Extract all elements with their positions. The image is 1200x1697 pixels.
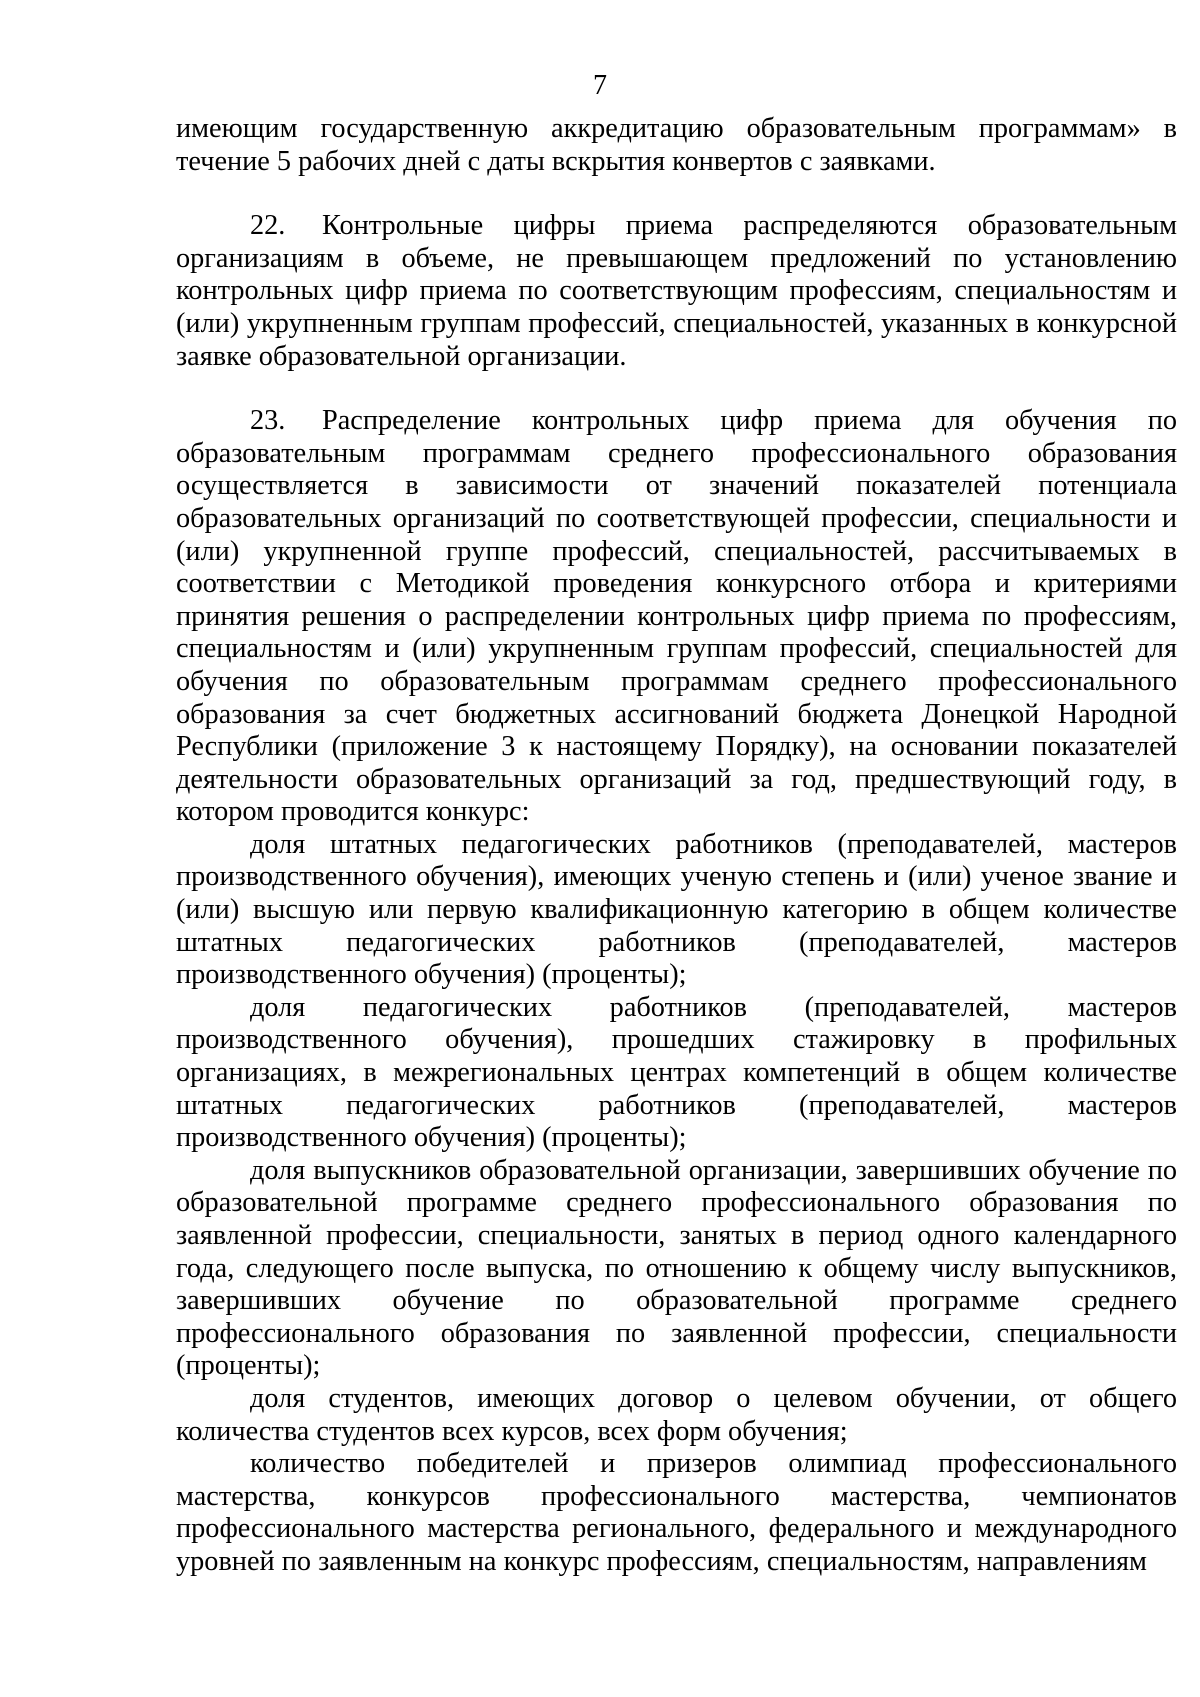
paragraph-23	[176, 405, 1177, 829]
list-item-staff-share: доля штатных педагогических работников (преподавателей, мастеров производственного обучения), имеющих ученую степень и (или) ученое звание и (или) высшую или первую квалификационную категорию в общем количестве штатных педагогических работников (преподавателей, мастеров производственного обучения) (проценты);	[176, 828, 1177, 991]
paragraph-continuation: имеющим государственную аккредитацию образовательным программам» в течение 5 рабочих дней с даты вскрытия конвертов с заявками.	[176, 113, 1177, 177]
list-item-internship-share: доля педагогических работников (преподавателей, мастеров производственного обучения), прошедших стажировку в профильных организациях, в межрегиональных центрах компетенций в общем количестве штатных педагогических работников (преподавателей, мастеров производственного обучения) (проценты);	[176, 991, 1177, 1154]
list-item-graduates-share: доля выпускников образовательной организации, завершивших обучение по образовательной программе среднего профессионального образования по заявленной профессии, специальности, занятых в период одного календарного года, следующего после выпуска, по отношению к общему числу выпускников, завершивших обучение по образовательной программе среднего профессионального образования по заявленной профессии, специальности (проценты);	[176, 1154, 1177, 1382]
paragraph-23-text: Распределение контрольных цифр приема для обучения по образовательным программам среднего профессионального образования осуществляется в зависимости от значений показателей потенциала образовательных организаций по соответствующей профессии, специальности и (или) укрупненной группе профессий, специальностей, рассчитываемых в соответствии с Методикой проведения конкурсного отбора и критериями принятия решения о распределении контрольных цифр приема по профессиям, специальностям и (или) укрупненным группам профессий, специальностей для обучения по образовательным программам среднего профессионального образования за счет бюджетных ассигнований бюджета Донецкой Народной Республики (приложение 3 к настоящему Порядку), на основании показателей деятельности образовательных организаций за год, предшествующий году, в котором проводится конкурс:	[176, 405, 1177, 828]
page-number: 7	[593, 70, 607, 101]
paragraph-number-22: 22.	[250, 210, 286, 242]
paragraph-22	[176, 210, 1177, 373]
paragraph-number-23: 23.	[250, 405, 286, 437]
paragraph-22-text: Контрольные цифры приема распределяются образовательным организациям в объеме, не превышающем предложений по установлению контрольных цифр приема по соответствующим профессиям, специальностям и (или) укрупненным группам профессий, специальностей, указанных в конкурсной заявке образовательной организации.	[176, 210, 1177, 372]
list-item-target-training-share: доля студентов, имеющих договор о целевом обучении, от общего количества студентов всех курсов, всех форм обучения;	[176, 1382, 1177, 1447]
list-item-winners-count: количество победителей и призеров олимпиад профессионального мастерства, конкурсов профессионального мастерства, чемпионатов профессионального мастерства регионального, федерального и международного уровней по заявленным на конкурс профессиям, специальностям, направлениям	[176, 1448, 1177, 1577]
document-body	[176, 113, 1177, 1579]
